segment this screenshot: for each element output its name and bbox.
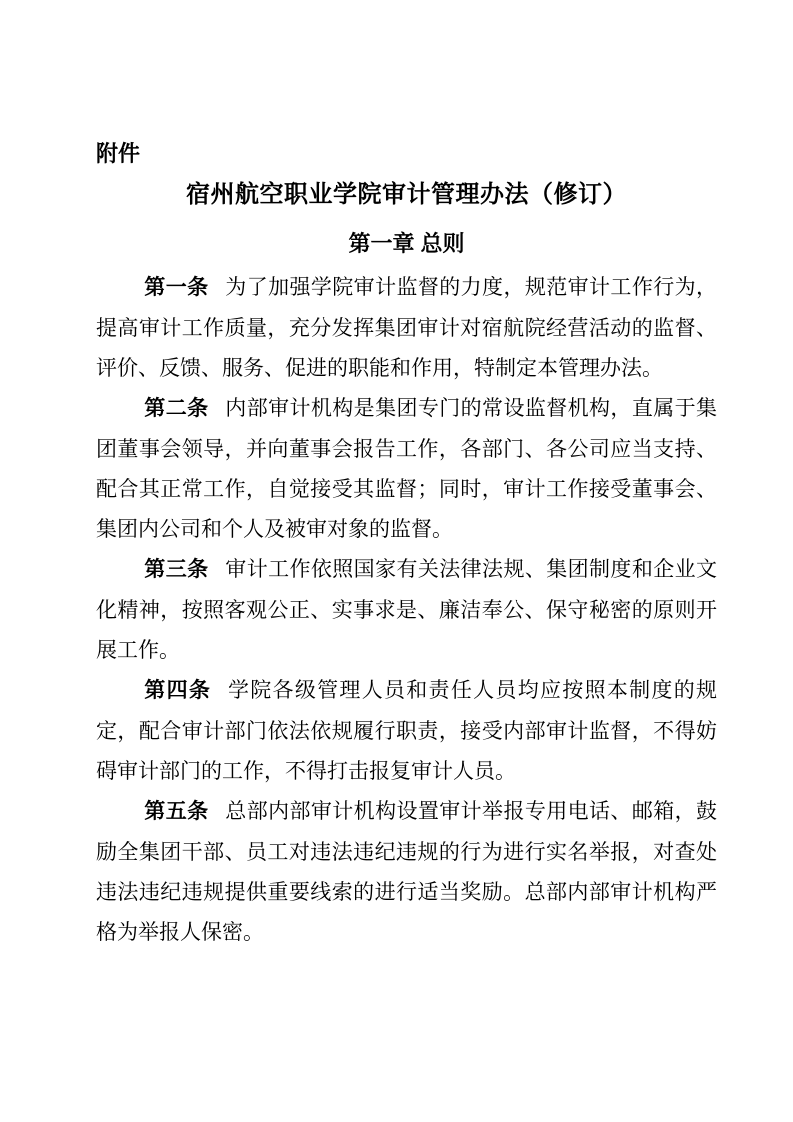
- article-paragraph-5: [96, 791, 717, 952]
- article-paragraph-1: [96, 267, 717, 388]
- article-5-label: 第五条: [144, 800, 209, 823]
- article-4-label: 第四条: [144, 679, 212, 702]
- article-3-text: 审计工作依照国家有关法律法规、集团制度和企业文化精神，按照客观公正、实事求是、廉洁奉公、保守秘密的原则开展工作。: [96, 557, 718, 662]
- chapter-heading: 第一章 总则: [348, 231, 465, 256]
- article-paragraph-4: [96, 670, 717, 791]
- article-3-label: 第三条: [144, 558, 209, 581]
- document-body: [96, 267, 717, 952]
- attachment-label: 附件: [96, 141, 141, 166]
- article-5-text: 总部内部审计机构设置审计举报专用电话、邮箱，鼓励全集团干部、员工对违法违纪违规的行为进行实名举报，对查处违法违纪违规提供重要线索的进行适当奖励。总部内部审计机构严格为举报人保密。: [96, 799, 718, 944]
- article-4-text: 学院各级管理人员和责任人员均应按照本制度的规定，配合审计部门依法依规履行职责，接受内部审计监督，不得妨碍审计部门的工作，不得打击报复审计人员。: [96, 678, 718, 783]
- article-2-text: 内部审计机构是集团专门的常设监督机构，直属于集团董事会领导，并向董事会报告工作，各部门、各公司应当支持、配合其正常工作，自觉接受其监督；同时，审计工作接受董事会、集团内公司和个人及被审对象的监督。: [96, 396, 718, 541]
- article-paragraph-2: [96, 388, 717, 549]
- article-paragraph-3: [96, 549, 717, 670]
- article-2-label: 第二条: [144, 397, 209, 420]
- article-1-label: 第一条: [144, 276, 209, 299]
- article-1-text: 为了加强学院审计监督的力度，规范审计工作行为，提高审计工作质量，充分发挥集团审计对宿航院经营活动的监督、评价、反馈、服务、促进的职能和作用，特制定本管理办法。: [96, 275, 718, 380]
- document-title: 宿州航空职业学院审计管理办法（修订）: [186, 181, 627, 208]
